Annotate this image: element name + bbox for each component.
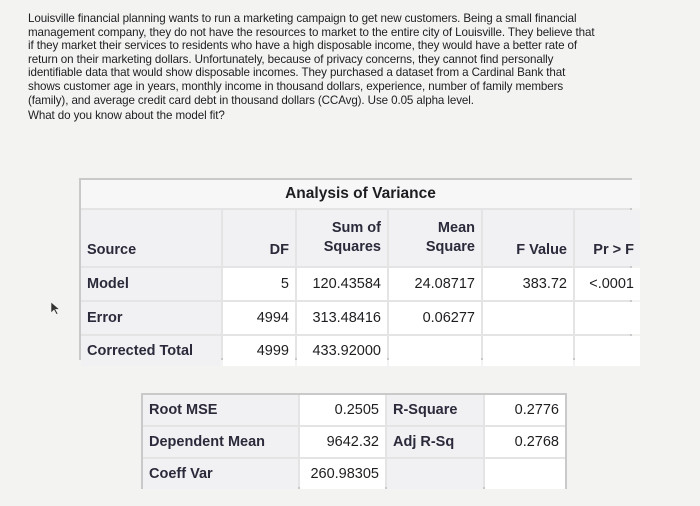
question-paragraph bbox=[28, 12, 678, 107]
question-line: management company, they do not have the resources to market to the entire city of Louisville. They believe that bbox=[28, 25, 595, 39]
row-total-ss: 433.92000 bbox=[297, 336, 387, 366]
row-total-df: 4999 bbox=[223, 336, 295, 366]
fit-value-coeff-var: 260.98305 bbox=[300, 459, 385, 489]
question-line: Louisville financial planning wants to run a marketing campaign to get new customers. Being a small financial bbox=[28, 12, 577, 25]
row-error-p bbox=[575, 302, 640, 334]
fit-value-r-square: 0.2776 bbox=[485, 395, 565, 425]
fit-empty-label bbox=[387, 459, 483, 489]
row-model-ms: 24.08717 bbox=[389, 268, 481, 300]
fit-label-dependent-mean: Dependent Mean bbox=[143, 427, 298, 457]
question-text bbox=[28, 12, 678, 123]
header-ms-bottom: Square bbox=[425, 239, 475, 255]
question-prompt: What do you know about the model fit? bbox=[28, 109, 225, 123]
anova-title: Analysis of Variance bbox=[81, 180, 640, 208]
row-total-p bbox=[575, 336, 640, 366]
row-model-p: <.0001 bbox=[575, 268, 640, 300]
fit-label-root-mse: Root MSE bbox=[143, 395, 298, 425]
header-ss-top: Sum of bbox=[331, 220, 381, 236]
fit-value-root-mse: 0.2505 bbox=[300, 395, 385, 425]
row-model-df: 5 bbox=[223, 268, 295, 300]
row-total-source: Corrected Total bbox=[81, 336, 221, 366]
row-error-source: Error bbox=[81, 302, 221, 334]
header-f-value: F Value bbox=[483, 210, 573, 266]
header-ms-top: Mean bbox=[437, 220, 475, 236]
row-model-f: 383.72 bbox=[483, 268, 573, 300]
row-error-df: 4994 bbox=[223, 302, 295, 334]
fit-empty-value bbox=[485, 459, 565, 489]
question-line: if they market their services to residents who have a high disposable income, they would have a better rate of bbox=[28, 39, 578, 53]
fit-label-coeff-var: Coeff Var bbox=[143, 459, 298, 489]
row-error-ms: 0.06277 bbox=[389, 302, 481, 334]
header-ss-bottom: Squares bbox=[323, 239, 381, 255]
row-error-ss: 313.48416 bbox=[297, 302, 387, 334]
question-line: identifiable data that would show disposable incomes. They purchased a dataset from a Cardinal Bank that bbox=[28, 66, 566, 80]
header-pr-f: Pr > F bbox=[575, 210, 640, 266]
fit-statistics-table bbox=[141, 393, 567, 489]
question-line: (family), and average credit card debt in thousand dollars (CCAvg). Use 0.05 alpha level. bbox=[28, 93, 474, 107]
header-mean-square bbox=[389, 210, 481, 266]
row-model-source: Model bbox=[81, 268, 221, 300]
row-total-f bbox=[483, 336, 573, 366]
header-df: DF bbox=[223, 210, 295, 266]
fit-label-adj-r-sq: Adj R-Sq bbox=[387, 427, 483, 457]
row-model-ss: 120.43584 bbox=[297, 268, 387, 300]
cursor-arrow-icon bbox=[50, 301, 60, 315]
question-line: return on their marketing dollars. Unfortunately, because of privacy concerns, they cannot find personally bbox=[28, 52, 554, 66]
question-line: shows customer age in years, monthly income in thousand dollars, experience, number of family members bbox=[28, 79, 564, 93]
header-source: Source bbox=[81, 210, 221, 266]
fit-value-adj-r-sq: 0.2768 bbox=[485, 427, 565, 457]
header-sum-of-squares bbox=[297, 210, 387, 266]
fit-value-dependent-mean: 9642.32 bbox=[300, 427, 385, 457]
anova-table bbox=[79, 178, 632, 360]
fit-label-r-square: R-Square bbox=[387, 395, 483, 425]
row-total-ms bbox=[389, 336, 481, 366]
row-error-f bbox=[483, 302, 573, 334]
